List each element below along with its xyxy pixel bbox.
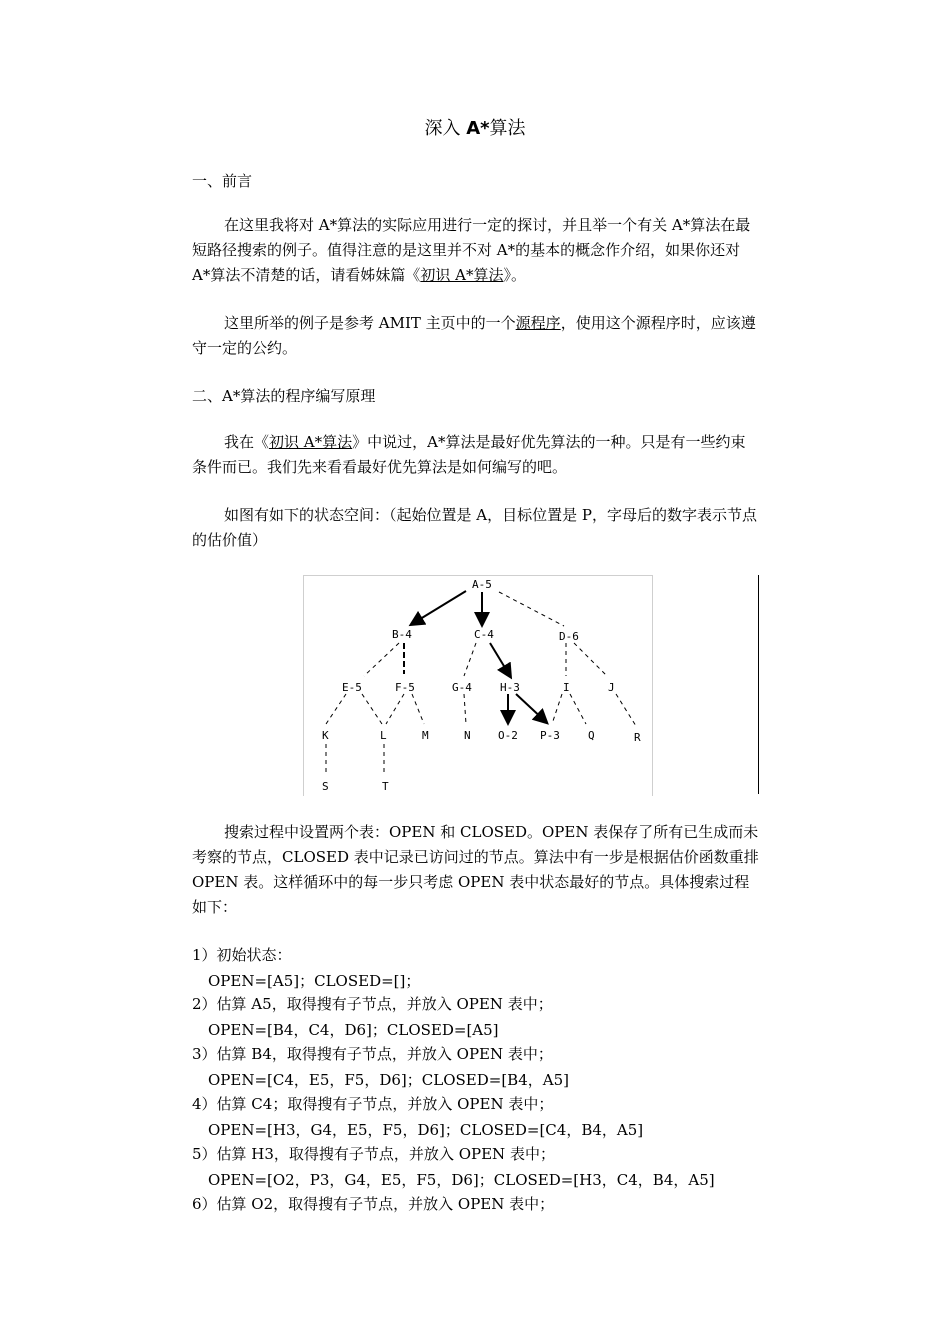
step-6-label: 6）估算 O2，取得搜有子节点，并放入 OPEN 表中； — [192, 1195, 555, 1213]
edge-c-h — [490, 643, 510, 676]
paragraph-4: 如图有如下的状态空间：（起始位置是 A，目标位置是 P，字母后的数字表示节点的估价值） — [192, 506, 757, 549]
node-k: K — [322, 729, 329, 742]
node-m: M — [422, 729, 429, 742]
node-j: J — [608, 681, 615, 694]
edge-a-b — [412, 591, 466, 624]
edge-a-d — [499, 592, 564, 626]
edge-f-m — [412, 694, 424, 724]
p3-text-a: 我在《 — [224, 433, 270, 451]
node-n: N — [464, 729, 471, 742]
node-r: R — [634, 731, 641, 744]
node-d: D-6 — [559, 630, 579, 643]
step-2-state: OPEN=[B4，C4，D6]；CLOSED=[A5] — [208, 1021, 499, 1039]
p2-text-a: 这里所举的例子是参考 AMIT 主页中的一个 — [224, 314, 516, 332]
paragraph-2 — [192, 311, 760, 361]
step-4-label: 4）估算 C4；取得搜有子节点，并放入 OPEN 表中； — [192, 1095, 554, 1113]
step-2-label: 2）估算 A5，取得搜有子节点，并放入 OPEN 表中； — [192, 995, 553, 1013]
title-bold: A* — [466, 118, 490, 139]
edge-e-k — [326, 694, 346, 724]
edge-j-r — [616, 694, 636, 726]
p1-text-a: 在这里我将对 A*算法的实际应用进行一定的探讨，并且举一个有关 A*算法在最短路径搜索的例子。值得注意的是这里并不对 A*的基本的概念作介绍，如果你还对 A*算法不清楚的话，请看姊妹篇《 — [192, 216, 751, 284]
edge-i-p — [552, 694, 562, 724]
edge-c-g — [464, 643, 476, 676]
link-intro-astar-2[interactable]: 初识 A*算法 — [269, 433, 353, 451]
p1-text-b: 》。 — [503, 266, 526, 284]
node-b: B-4 — [392, 628, 412, 641]
edge-d-j — [574, 643, 607, 676]
step-4-state: OPEN=[H3，G4，E5，F5，D6]；CLOSED=[C4，B4，A5] — [208, 1121, 644, 1139]
node-s: S — [322, 780, 329, 793]
step-1-label: 1）初始状态： — [192, 946, 292, 964]
page-title — [0, 114, 950, 140]
step-3-label: 3）估算 B4，取得搜有子节点，并放入 OPEN 表中； — [192, 1045, 553, 1063]
node-g: G-4 — [452, 681, 472, 694]
section-heading-2: 二、A*算法的程序编写原理 — [192, 387, 376, 405]
title-prefix: 深入 — [424, 118, 467, 139]
step-1-state: OPEN=[A5]；CLOSED=[]； — [208, 972, 421, 990]
paragraph-1 — [192, 213, 760, 288]
node-q: Q — [588, 729, 595, 742]
node-i: I — [563, 681, 570, 694]
p2-text-b: ，使用这个源程序时，应该遵守一定的公约。 — [192, 314, 756, 357]
node-a: A-5 — [472, 578, 492, 591]
p3-text-b: 》中说过，A*算法是最好优先算法的一种。只是有一些约束条件而已。我们先来看看最好优先算法是如何编写的吧。 — [192, 433, 746, 476]
edge-f-l — [386, 694, 404, 724]
edge-g-n — [464, 694, 466, 724]
node-f: F-5 — [395, 681, 415, 694]
node-p: P-3 — [540, 729, 560, 742]
section-heading-1: 一、前言 — [192, 172, 253, 190]
edge-e-l — [362, 694, 382, 724]
step-5-label: 5）估算 H3，取得搜有子节点，并放入 OPEN 表中； — [192, 1145, 555, 1163]
edge-i-q — [570, 694, 586, 724]
step-5-state: OPEN=[O2，P3，G4，E5，F5，D6]；CLOSED=[H3，C4，B4，A5] — [208, 1171, 715, 1189]
state-space-tree — [304, 576, 652, 796]
link-intro-astar[interactable]: 初识 A*算法 — [420, 266, 504, 284]
node-o: O-2 — [498, 729, 518, 742]
step-3-state: OPEN=[C4，E5，F5，D6]；CLOSED=[B4，A5] — [208, 1071, 569, 1089]
paragraph-5: 搜索过程中设置两个表：OPEN 和 CLOSED。OPEN 表保存了所有已生成而未考察的节点，CLOSED 表中记录已访问过的节点。算法中有一步是根据估价函数重排 OPEN 表。这样循环中的每一步只考虑 OPEN 表中状态最好的节点。具体搜索过程如下： — [192, 823, 759, 916]
figure-right-border — [758, 575, 759, 794]
node-l: L — [380, 729, 387, 742]
edge-h-p — [516, 694, 546, 722]
state-space-figure — [303, 575, 653, 796]
node-e: E-5 — [342, 681, 362, 694]
node-c: C-4 — [474, 628, 494, 641]
edge-b-e — [364, 643, 399, 676]
title-suffix: 算法 — [489, 118, 526, 139]
link-source-program[interactable]: 源程序 — [515, 314, 561, 332]
paragraph-3 — [192, 430, 760, 480]
node-t: T — [382, 780, 389, 793]
node-h: H-3 — [500, 681, 520, 694]
